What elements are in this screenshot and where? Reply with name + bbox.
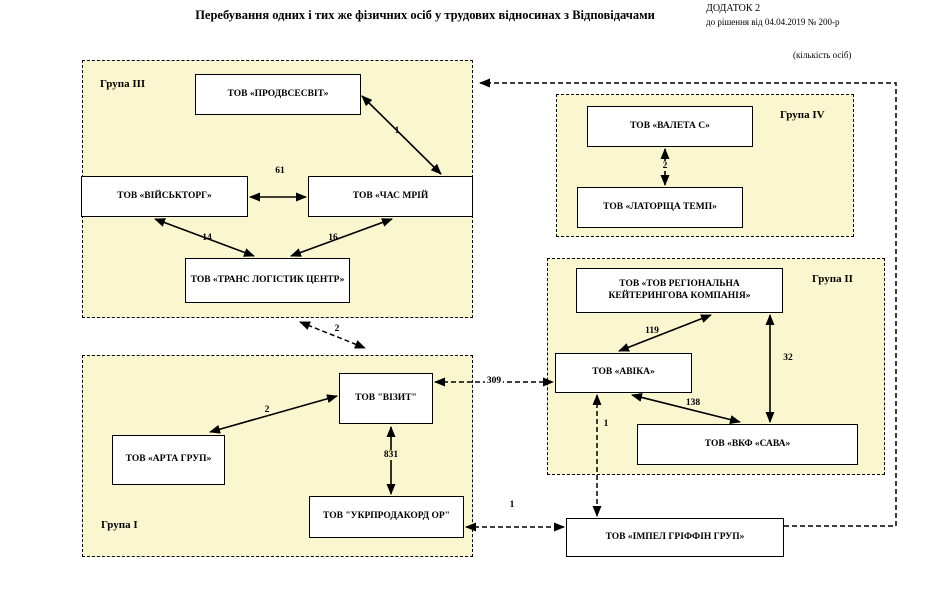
edge-label-viysk-trans: 14 bbox=[202, 233, 212, 243]
edge-label-vizit-arta: 2 bbox=[264, 405, 270, 415]
edge-label-valeta-lator: 2 bbox=[662, 161, 668, 171]
edge-label-prod-chas: 1 bbox=[394, 126, 400, 136]
node-regional: ТОВ «ТОВ РЕГІОНАЛЬНА КЕЙТЕРИНГОВА КОМПАНІЯ» bbox=[576, 268, 783, 313]
group-iii-label: Група III bbox=[100, 78, 146, 90]
edge-chasmriy-translogistik bbox=[291, 219, 392, 256]
edge-prodvsesvit-chasmriy bbox=[362, 96, 441, 174]
node-prodvsesvit: ТОВ «ПРОДВСЕСВІТ» bbox=[195, 74, 361, 115]
node-avika: ТОВ «АВІКА» bbox=[555, 353, 692, 393]
edge-label-avika-sava: 138 bbox=[685, 398, 701, 408]
node-impel: ТОВ «ІМПЕЛ ГРІФФІН ГРУП» bbox=[566, 518, 784, 557]
edge-label-regional-sava: 32 bbox=[783, 353, 793, 363]
edge-label-avika-regional: 119 bbox=[645, 326, 659, 336]
appendix-subtitle: до рішення від 04.04.2019 № 200-р bbox=[706, 17, 840, 27]
node-vizit: ТОВ "ВІЗИТ" bbox=[339, 373, 433, 424]
node-arta-grup: ТОВ «АРТА ГРУП» bbox=[112, 435, 225, 485]
node-valeta: ТОВ «ВАЛЕТА С» bbox=[587, 106, 753, 147]
group-iv-label: Група IV bbox=[780, 109, 825, 121]
edge-label-vizit-ukr: 831 bbox=[383, 450, 399, 460]
edge-label-viysk-chas: 61 bbox=[275, 166, 285, 176]
node-chas-mriy: ТОВ «ЧАС МРІЙ bbox=[308, 176, 473, 217]
edge-label-ukr-impel: 1 bbox=[509, 500, 515, 510]
appendix-label: ДОДАТОК 2 bbox=[706, 3, 761, 14]
edge-vizit-artagrup bbox=[210, 396, 337, 432]
node-ukrprodakord: ТОВ "УКРПРОДАКОРД ОР" bbox=[309, 496, 464, 538]
node-latoritsa: ТОВ «ЛАТОРІЦА ТЕМП» bbox=[577, 187, 743, 228]
unit-note: (кількість осіб) bbox=[793, 50, 852, 60]
edge-avika-regional bbox=[619, 315, 711, 351]
node-vkf-sava: ТОВ «ВКФ «САВА» bbox=[637, 424, 858, 465]
edge-label-group3-group1: 2 bbox=[334, 324, 340, 334]
edge-label-vizit-avika: 309 bbox=[486, 376, 502, 386]
edge-label-chas-trans: 16 bbox=[328, 233, 338, 243]
page-title: Перебування одних і тих же фізичних осіб у трудових відносинах з Відповідачами bbox=[195, 8, 655, 22]
group-ii-label: Група II bbox=[812, 273, 853, 285]
edge-label-avika-impel: 1 bbox=[603, 419, 609, 429]
node-trans-logistik: ТОВ «ТРАНС ЛОГІСТИК ЦЕНТР» bbox=[185, 258, 350, 303]
group-i-label: Група I bbox=[101, 519, 138, 531]
node-viysktorg: ТОВ «ВІЙСЬКТОРГ» bbox=[81, 176, 248, 217]
